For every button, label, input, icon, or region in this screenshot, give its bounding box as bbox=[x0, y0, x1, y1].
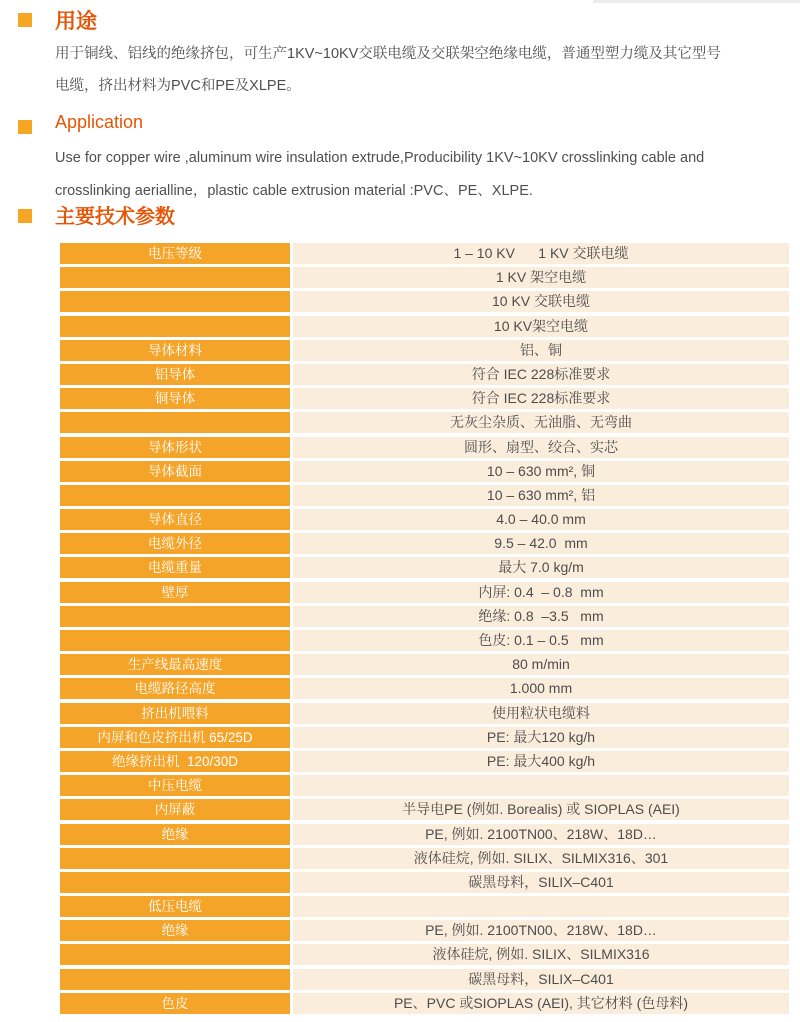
param-value-cell: 80 m/min bbox=[293, 654, 789, 675]
param-label-cell: 挤出机喂料 bbox=[60, 703, 290, 724]
param-value-cell: 1 KV 架空电缆 bbox=[293, 267, 789, 288]
table-row bbox=[60, 944, 789, 965]
param-label-cell bbox=[60, 630, 290, 651]
table-row bbox=[60, 437, 789, 458]
table-row bbox=[60, 340, 789, 361]
table-row bbox=[60, 799, 789, 820]
table-row bbox=[60, 654, 789, 675]
param-value-cell: 无灰尘杂质、无油脂、无弯曲 bbox=[293, 412, 789, 433]
table-row bbox=[60, 775, 789, 796]
table-row bbox=[60, 606, 789, 627]
param-label-cell bbox=[60, 485, 290, 506]
param-label-cell bbox=[60, 291, 290, 312]
section-title-parameters: 主要技术参数 bbox=[55, 206, 175, 228]
param-label-cell: 导体形状 bbox=[60, 437, 290, 458]
param-value-cell: 绝缘: 0.8 –3.5 mm bbox=[293, 606, 789, 627]
section-bullet-icon bbox=[18, 209, 32, 223]
param-value-cell: 液体硅烷, 例如. SILIX、SILMIX316 bbox=[293, 944, 789, 965]
section-title-application: Application bbox=[55, 112, 144, 132]
table-row bbox=[60, 993, 789, 1014]
param-label-cell: 导体材料 bbox=[60, 340, 290, 361]
param-label-cell: 低压电缆 bbox=[60, 896, 290, 917]
param-label-cell: 色皮 bbox=[60, 993, 290, 1014]
param-label-cell: 内屏和色皮挤出机 65/25D bbox=[60, 727, 290, 748]
table-row bbox=[60, 896, 789, 917]
param-value-cell: 半导电PE (例如. Borealis) 或 SIOPLAS (AEI) bbox=[293, 799, 789, 820]
usage-paragraph: 用于铜线、铝线的绝缘挤包，可生产1KV~10KV交联电缆及交联架空绝缘电缆，普通型塑力缆及其它型号电缆，挤出材料为PVC和PE及XLPE。 bbox=[55, 46, 721, 94]
param-label-cell: 电缆重量 bbox=[60, 557, 290, 578]
table-row bbox=[60, 485, 789, 506]
table-row bbox=[60, 582, 789, 603]
param-value-cell: PE: 最大120 kg/h bbox=[293, 727, 789, 748]
table-row bbox=[60, 751, 789, 772]
param-value-cell: 1.000 mm bbox=[293, 678, 789, 699]
technical-parameters-table bbox=[60, 243, 789, 1017]
param-label-cell bbox=[60, 316, 290, 337]
param-value-cell bbox=[293, 775, 789, 796]
param-label-cell: 绝缘挤出机 120/30D bbox=[60, 751, 290, 772]
table-row bbox=[60, 630, 789, 651]
param-label-cell: 导体直径 bbox=[60, 509, 290, 530]
param-value-cell: 符合 IEC 228标准要求 bbox=[293, 388, 789, 409]
param-value-cell: PE: 最大400 kg/h bbox=[293, 751, 789, 772]
param-value-cell: 液体硅烷, 例如. SILIX、SILMIX316、301 bbox=[293, 848, 789, 869]
param-label-cell bbox=[60, 848, 290, 869]
param-value-cell: 1 – 10 KV 1 KV 交联电缆 bbox=[293, 243, 789, 264]
table-row bbox=[60, 872, 789, 893]
table-row bbox=[60, 557, 789, 578]
table-row bbox=[60, 703, 789, 724]
table-row bbox=[60, 364, 789, 385]
param-label-cell: 导体截面 bbox=[60, 461, 290, 482]
param-value-cell: PE、PVC 或SIOPLAS (AEI), 其它材料 (色母料) bbox=[293, 993, 789, 1014]
param-value-cell: 4.0 – 40.0 mm bbox=[293, 509, 789, 530]
page-top-edge-line bbox=[593, 0, 800, 3]
param-value-cell: 10 – 630 mm², 铝 bbox=[293, 485, 789, 506]
table-row bbox=[60, 461, 789, 482]
param-label-cell: 壁厚 bbox=[60, 582, 290, 603]
table-row bbox=[60, 727, 789, 748]
param-value-cell: 10 KV 交联电缆 bbox=[293, 291, 789, 312]
param-value-cell: PE, 例如. 2100TN00、218W、18D… bbox=[293, 824, 789, 845]
param-label-cell: 生产线最高速度 bbox=[60, 654, 290, 675]
table-row bbox=[60, 267, 789, 288]
section-title-usage: 用途 bbox=[55, 10, 97, 33]
param-value-cell: PE, 例如. 2100TN00、218W、18D… bbox=[293, 920, 789, 941]
param-value-cell: 使用粒状电缆料 bbox=[293, 703, 789, 724]
table-row bbox=[60, 969, 789, 990]
table-row bbox=[60, 388, 789, 409]
param-label-cell: 铝导体 bbox=[60, 364, 290, 385]
param-label-cell bbox=[60, 267, 290, 288]
section-bullet-icon bbox=[18, 120, 32, 134]
param-label-cell bbox=[60, 606, 290, 627]
param-value-cell: 9.5 – 42.0 mm bbox=[293, 533, 789, 554]
param-label-cell bbox=[60, 872, 290, 893]
table-row bbox=[60, 920, 789, 941]
param-label-cell: 内屏蔽 bbox=[60, 799, 290, 820]
param-value-cell: 符合 IEC 228标准要求 bbox=[293, 364, 789, 385]
table-row bbox=[60, 509, 789, 530]
table-row bbox=[60, 678, 789, 699]
param-value-cell: 10 KV架空电缆 bbox=[293, 316, 789, 337]
param-value-cell: 碳黑母料，SILIX–C401 bbox=[293, 969, 789, 990]
param-value-cell: 内屏: 0.4 – 0.8 mm bbox=[293, 582, 789, 603]
param-label-cell: 绝缘 bbox=[60, 920, 290, 941]
param-value-cell: 碳黑母料，SILIX–C401 bbox=[293, 872, 789, 893]
param-value-cell: 最大 7.0 kg/m bbox=[293, 557, 789, 578]
param-value-cell: 圆形、扇型、绞合、实芯 bbox=[293, 437, 789, 458]
param-label-cell bbox=[60, 944, 290, 965]
section-bullet-icon bbox=[18, 13, 32, 27]
param-label-cell: 电缆外径 bbox=[60, 533, 290, 554]
application-paragraph: Use for copper wire ,aluminum wire insulation extrude,Producibility 1KV~10KV crosslinking cable and crosslinking aerialline，plastic cable extrusion material :PVC、PE、XLPE. bbox=[55, 150, 705, 199]
param-value-cell bbox=[293, 896, 789, 917]
table-row bbox=[60, 291, 789, 312]
table-row bbox=[60, 316, 789, 337]
table-row bbox=[60, 412, 789, 433]
param-value-cell: 10 – 630 mm², 铜 bbox=[293, 461, 789, 482]
param-label-cell: 绝缘 bbox=[60, 824, 290, 845]
param-label-cell: 铜导体 bbox=[60, 388, 290, 409]
table-row bbox=[60, 533, 789, 554]
param-value-cell: 铝、铜 bbox=[293, 340, 789, 361]
param-value-cell: 色皮: 0.1 – 0.5 mm bbox=[293, 630, 789, 651]
param-label-cell: 电压等级 bbox=[60, 243, 290, 264]
param-label-cell bbox=[60, 969, 290, 990]
table-row bbox=[60, 824, 789, 845]
table-row bbox=[60, 243, 789, 264]
table-row bbox=[60, 848, 789, 869]
param-label-cell: 电缆路径高度 bbox=[60, 678, 290, 699]
param-label-cell bbox=[60, 412, 290, 433]
param-label-cell: 中压电缆 bbox=[60, 775, 290, 796]
